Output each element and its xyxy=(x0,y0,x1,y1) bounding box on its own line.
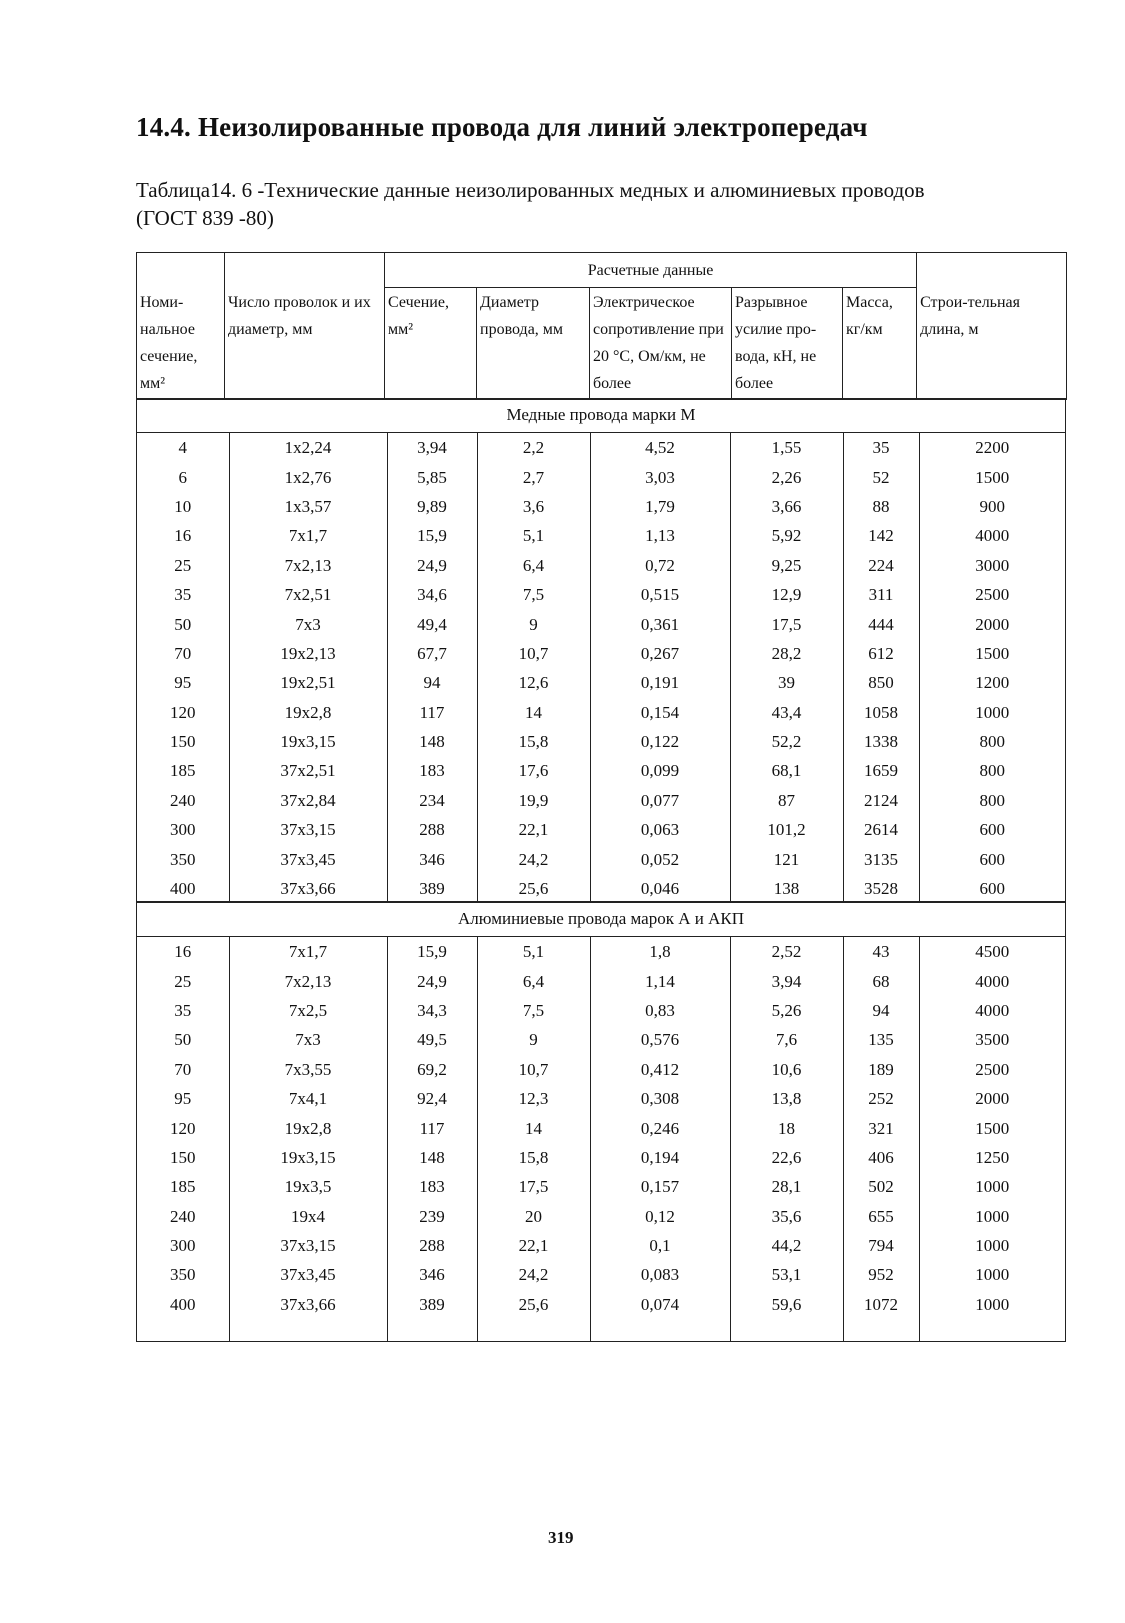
cell-resistance: 0,1 xyxy=(590,1231,730,1260)
cell-breaking-force: 22,6 xyxy=(730,1143,843,1172)
cell-diameter: 25,6 xyxy=(477,1290,590,1319)
cell-resistance: 0,194 xyxy=(590,1143,730,1172)
cell-wire-count: 7х2,13 xyxy=(229,966,387,995)
cell-resistance: 0,154 xyxy=(590,698,730,727)
cell-wire-count: 19х2,8 xyxy=(229,698,387,727)
cell-breaking-force: 7,6 xyxy=(730,1025,843,1054)
cell-section: 15,9 xyxy=(387,937,477,966)
cell-resistance: 0,157 xyxy=(590,1172,730,1201)
cell-mass: 35 xyxy=(843,433,919,462)
aluminium-table-body xyxy=(137,937,1065,1341)
cell-length: 1200 xyxy=(919,668,1065,697)
cell-diameter: 15,8 xyxy=(477,1143,590,1172)
cell-mass: 311 xyxy=(843,580,919,609)
cell-breaking-force: 2,52 xyxy=(730,937,843,966)
table-row xyxy=(137,1260,1065,1289)
table-row xyxy=(137,1113,1065,1142)
aluminium-table xyxy=(136,936,1066,1342)
cell-nominal-section: 350 xyxy=(170,1265,196,1285)
cell-diameter: 10,7 xyxy=(477,639,590,668)
cell-section: 117 xyxy=(387,1113,477,1142)
table-row xyxy=(137,815,1065,844)
table-row xyxy=(137,1055,1065,1084)
cell-mass: 52 xyxy=(843,462,919,491)
cell-mass: 189 xyxy=(843,1055,919,1084)
table-caption-line-2: (ГОСТ 839 -80) xyxy=(136,206,274,230)
table-header xyxy=(136,252,1067,400)
cell-diameter: 22,1 xyxy=(477,1231,590,1260)
cell-diameter: 14 xyxy=(477,1113,590,1142)
cell-diameter: 6,4 xyxy=(477,551,590,580)
cell-resistance: 1,79 xyxy=(590,492,730,521)
table-row xyxy=(137,609,1065,638)
table-row xyxy=(137,786,1065,815)
cell-section: 239 xyxy=(387,1202,477,1231)
cell-wire-count: 19х3,15 xyxy=(229,727,387,756)
cell-nominal-section: 150 xyxy=(170,1147,196,1167)
cell-breaking-force: 5,92 xyxy=(730,521,843,550)
section-title-copper: Медные провода марки М xyxy=(136,398,1066,432)
page-number: 319 xyxy=(548,1528,574,1547)
filler-cell xyxy=(387,1319,477,1341)
cell-wire-count: 7х4,1 xyxy=(229,1084,387,1113)
cell-mass: 612 xyxy=(843,639,919,668)
cell-breaking-force: 68,1 xyxy=(730,756,843,785)
cell-length: 4500 xyxy=(919,937,1065,966)
cell-nominal-section: 70 xyxy=(174,1059,192,1079)
cell-breaking-force: 44,2 xyxy=(730,1231,843,1260)
cell-mass: 952 xyxy=(843,1260,919,1289)
cell-diameter: 2,7 xyxy=(477,462,590,491)
cell-diameter: 19,9 xyxy=(477,786,590,815)
cell-section: 389 xyxy=(387,1290,477,1319)
cell-section: 389 xyxy=(387,874,477,903)
cell-length: 1000 xyxy=(919,1260,1065,1289)
cell-length: 1500 xyxy=(919,639,1065,668)
table-row xyxy=(137,698,1065,727)
cell-section: 183 xyxy=(387,1172,477,1201)
cell-wire-count: 37х3,45 xyxy=(229,844,387,873)
cell-wire-count: 37х3,15 xyxy=(229,1231,387,1260)
cell-resistance: 0,412 xyxy=(590,1055,730,1084)
cell-length: 4000 xyxy=(919,521,1065,550)
cell-breaking-force: 17,5 xyxy=(730,609,843,638)
header-blank-left-2 xyxy=(225,253,385,288)
table-row xyxy=(137,580,1065,609)
filler-cell xyxy=(730,1319,843,1341)
cell-diameter: 5,1 xyxy=(477,937,590,966)
cell-nominal-section: 70 xyxy=(174,643,192,663)
cell-length: 900 xyxy=(919,492,1065,521)
cell-diameter: 9 xyxy=(477,609,590,638)
cell-length: 1500 xyxy=(919,462,1065,491)
cell-section: 346 xyxy=(387,844,477,873)
cell-section: 67,7 xyxy=(387,639,477,668)
cell-section: 346 xyxy=(387,1260,477,1289)
cell-resistance: 0,72 xyxy=(590,551,730,580)
cell-diameter: 24,2 xyxy=(477,1260,590,1289)
cell-resistance: 0,099 xyxy=(590,756,730,785)
cell-resistance: 0,308 xyxy=(590,1084,730,1113)
table-row xyxy=(137,756,1065,785)
cell-mass: 1058 xyxy=(843,698,919,727)
cell-section: 148 xyxy=(387,727,477,756)
cell-diameter: 15,8 xyxy=(477,727,590,756)
cell-mass: 3135 xyxy=(843,844,919,873)
cell-resistance: 0,576 xyxy=(590,1025,730,1054)
cell-diameter: 14 xyxy=(477,698,590,727)
cell-section: 49,4 xyxy=(387,609,477,638)
cell-wire-count: 37х3,45 xyxy=(229,1260,387,1289)
cell-nominal-section: 50 xyxy=(174,1030,192,1050)
cell-section: 234 xyxy=(387,786,477,815)
cell-length: 1000 xyxy=(919,1202,1065,1231)
cell-length: 4000 xyxy=(919,966,1065,995)
filler-cell xyxy=(477,1319,590,1341)
cell-diameter: 7,5 xyxy=(477,580,590,609)
cell-length: 3000 xyxy=(919,551,1065,580)
table-row xyxy=(137,996,1065,1025)
cell-mass: 850 xyxy=(843,668,919,697)
col-header-mass: Масса, кг/км xyxy=(843,288,917,400)
cell-breaking-force: 2,26 xyxy=(730,462,843,491)
cell-mass: 321 xyxy=(843,1113,919,1142)
cell-diameter: 10,7 xyxy=(477,1055,590,1084)
copper-table-body xyxy=(137,433,1065,903)
cell-wire-count: 7х1,7 xyxy=(229,521,387,550)
cell-resistance: 4,52 xyxy=(590,433,730,462)
table-row xyxy=(137,1231,1065,1260)
cell-resistance: 0,083 xyxy=(590,1260,730,1289)
cell-breaking-force: 43,4 xyxy=(730,698,843,727)
cell-mass: 142 xyxy=(843,521,919,550)
cell-length: 4000 xyxy=(919,996,1065,1025)
cell-wire-count: 37х3,66 xyxy=(229,1290,387,1319)
cell-breaking-force: 18 xyxy=(730,1113,843,1142)
cell-diameter: 17,5 xyxy=(477,1172,590,1201)
cell-length: 2000 xyxy=(919,1084,1065,1113)
cell-nominal-section: 150 xyxy=(170,732,196,752)
cell-length: 1000 xyxy=(919,698,1065,727)
col-header-diameter: Диаметр провода, мм xyxy=(477,288,590,400)
cell-mass: 1659 xyxy=(843,756,919,785)
cell-nominal-section: 10 xyxy=(174,496,192,516)
cell-section: 15,9 xyxy=(387,521,477,550)
cell-mass: 135 xyxy=(843,1025,919,1054)
cell-resistance: 1,13 xyxy=(590,521,730,550)
table-row xyxy=(137,937,1065,966)
table-row xyxy=(137,1084,1065,1113)
cell-length: 800 xyxy=(919,756,1065,785)
cell-nominal-section: 120 xyxy=(170,702,196,722)
cell-length: 1000 xyxy=(919,1231,1065,1260)
cell-wire-count: 19х3,5 xyxy=(229,1172,387,1201)
cell-nominal-section: 16 xyxy=(174,942,192,962)
col-header-resistance: Электрическое сопротивление при 20 °С, Ом/км, не более xyxy=(590,288,732,400)
filler-cell xyxy=(229,1319,387,1341)
cell-resistance: 0,515 xyxy=(590,580,730,609)
header-blank-right xyxy=(917,253,1067,288)
cell-mass: 2124 xyxy=(843,786,919,815)
cell-mass: 1072 xyxy=(843,1290,919,1319)
cell-nominal-section: 50 xyxy=(174,614,192,634)
cell-mass: 1338 xyxy=(843,727,919,756)
col-header-wire-count: Число проволок и их диаметр, мм xyxy=(225,288,385,400)
cell-mass: 502 xyxy=(843,1172,919,1201)
cell-section: 24,9 xyxy=(387,551,477,580)
cell-breaking-force: 121 xyxy=(730,844,843,873)
cell-breaking-force: 101,2 xyxy=(730,815,843,844)
cell-resistance: 1,14 xyxy=(590,966,730,995)
cell-mass: 2614 xyxy=(843,815,919,844)
cell-mass: 88 xyxy=(843,492,919,521)
cell-nominal-section: 240 xyxy=(170,1206,196,1226)
table-row xyxy=(137,966,1065,995)
filler-cell xyxy=(919,1319,1065,1341)
cell-resistance: 1,8 xyxy=(590,937,730,966)
cell-length: 600 xyxy=(919,874,1065,903)
cell-resistance: 0,83 xyxy=(590,996,730,1025)
cell-nominal-section: 95 xyxy=(174,1089,192,1109)
cell-wire-count: 1х2,76 xyxy=(229,462,387,491)
cell-mass: 252 xyxy=(843,1084,919,1113)
cell-diameter: 12,6 xyxy=(477,668,590,697)
cell-resistance: 0,077 xyxy=(590,786,730,815)
cell-breaking-force: 10,6 xyxy=(730,1055,843,1084)
cell-section: 34,6 xyxy=(387,580,477,609)
cell-breaking-force: 1,55 xyxy=(730,433,843,462)
cell-resistance: 3,03 xyxy=(590,462,730,491)
table-row xyxy=(137,639,1065,668)
cell-section: 34,3 xyxy=(387,996,477,1025)
table-row xyxy=(137,668,1065,697)
cell-section: 288 xyxy=(387,815,477,844)
cell-mass: 43 xyxy=(843,937,919,966)
cell-wire-count: 7х3 xyxy=(229,1025,387,1054)
cell-breaking-force: 35,6 xyxy=(730,1202,843,1231)
cell-resistance: 0,074 xyxy=(590,1290,730,1319)
cell-length: 1250 xyxy=(919,1143,1065,1172)
cell-resistance: 0,246 xyxy=(590,1113,730,1142)
cell-breaking-force: 39 xyxy=(730,668,843,697)
cell-mass: 94 xyxy=(843,996,919,1025)
cell-resistance: 0,12 xyxy=(590,1202,730,1231)
cell-length: 2500 xyxy=(919,580,1065,609)
cell-breaking-force: 12,9 xyxy=(730,580,843,609)
cell-diameter: 9 xyxy=(477,1025,590,1054)
table-row xyxy=(137,551,1065,580)
cell-section: 117 xyxy=(387,698,477,727)
cell-length: 800 xyxy=(919,727,1065,756)
cell-nominal-section: 185 xyxy=(170,761,196,781)
table-row xyxy=(137,1025,1065,1054)
cell-diameter: 2,2 xyxy=(477,433,590,462)
cell-nominal-section: 25 xyxy=(174,971,192,991)
cell-nominal-section: 240 xyxy=(170,790,196,810)
cell-mass: 794 xyxy=(843,1231,919,1260)
cell-diameter: 7,5 xyxy=(477,996,590,1025)
table-caption xyxy=(136,176,1066,232)
cell-diameter: 12,3 xyxy=(477,1084,590,1113)
cell-mass: 406 xyxy=(843,1143,919,1172)
cell-resistance: 0,063 xyxy=(590,815,730,844)
filler-cell xyxy=(590,1319,730,1341)
cell-section: 3,94 xyxy=(387,433,477,462)
cell-nominal-section: 95 xyxy=(174,673,192,693)
table-row xyxy=(137,433,1065,462)
cell-mass: 655 xyxy=(843,1202,919,1231)
col-header-breaking-force: Разрывное усилие про-вода, кН, не более xyxy=(732,288,843,400)
cell-wire-count: 37х2,84 xyxy=(229,786,387,815)
cell-breaking-force: 52,2 xyxy=(730,727,843,756)
cell-section: 24,9 xyxy=(387,966,477,995)
cell-nominal-section: 4 xyxy=(178,438,187,458)
filler-cell xyxy=(843,1319,919,1341)
cell-resistance: 0,361 xyxy=(590,609,730,638)
section-heading: 14.4. Неизолированные провода для линий электропередач xyxy=(136,112,868,142)
cell-nominal-section: 185 xyxy=(170,1177,196,1197)
cell-length: 1000 xyxy=(919,1172,1065,1201)
cell-breaking-force: 9,25 xyxy=(730,551,843,580)
cell-wire-count: 37х3,15 xyxy=(229,815,387,844)
col-header-section: Сечение, мм² xyxy=(385,288,477,400)
header-blank-left xyxy=(137,253,225,288)
cell-resistance: 0,122 xyxy=(590,727,730,756)
cell-diameter: 6,4 xyxy=(477,966,590,995)
cell-section: 49,5 xyxy=(387,1025,477,1054)
cell-length: 1000 xyxy=(919,1290,1065,1319)
table-filler-row xyxy=(137,1319,1065,1341)
cell-diameter: 25,6 xyxy=(477,874,590,903)
cell-wire-count: 7х1,7 xyxy=(229,937,387,966)
cell-length: 800 xyxy=(919,786,1065,815)
cell-wire-count: 19х2,13 xyxy=(229,639,387,668)
cell-diameter: 22,1 xyxy=(477,815,590,844)
cell-breaking-force: 5,26 xyxy=(730,996,843,1025)
cell-wire-count: 7х2,5 xyxy=(229,996,387,1025)
cell-length: 3500 xyxy=(919,1025,1065,1054)
cell-nominal-section: 400 xyxy=(170,1294,196,1314)
col-header-length: Строи-тельная длина, м xyxy=(917,288,1067,400)
cell-length: 600 xyxy=(919,844,1065,873)
table-row xyxy=(137,874,1065,903)
table-row xyxy=(137,462,1065,491)
cell-section: 148 xyxy=(387,1143,477,1172)
cell-mass: 3528 xyxy=(843,874,919,903)
cell-resistance: 0,267 xyxy=(590,639,730,668)
cell-nominal-section: 400 xyxy=(170,879,196,899)
cell-wire-count: 7х3,55 xyxy=(229,1055,387,1084)
table-row xyxy=(137,521,1065,550)
cell-section: 288 xyxy=(387,1231,477,1260)
cell-breaking-force: 28,1 xyxy=(730,1172,843,1201)
table-row xyxy=(137,1290,1065,1319)
table-row xyxy=(137,844,1065,873)
header-group-calculated: Расчетные данные xyxy=(385,253,917,288)
cell-wire-count: 37х2,51 xyxy=(229,756,387,785)
cell-resistance: 0,052 xyxy=(590,844,730,873)
cell-section: 9,89 xyxy=(387,492,477,521)
copper-table xyxy=(136,432,1066,902)
cell-section: 69,2 xyxy=(387,1055,477,1084)
cell-wire-count: 1х3,57 xyxy=(229,492,387,521)
section-title-aluminium: Алюминиевые провода марок А и АКП xyxy=(136,902,1066,936)
cell-nominal-section: 35 xyxy=(174,1000,192,1020)
cell-wire-count: 7х2,51 xyxy=(229,580,387,609)
table-row xyxy=(137,1202,1065,1231)
cell-nominal-section: 6 xyxy=(178,467,187,487)
cell-wire-count: 19х4 xyxy=(229,1202,387,1231)
table-caption-line-1: Таблица14. 6 -Технические данные неизолированных медных и алюминиевых проводов xyxy=(136,178,925,202)
cell-wire-count: 19х2,51 xyxy=(229,668,387,697)
cell-wire-count: 19х3,15 xyxy=(229,1143,387,1172)
cell-mass: 68 xyxy=(843,966,919,995)
cell-length: 600 xyxy=(919,815,1065,844)
cell-breaking-force: 59,6 xyxy=(730,1290,843,1319)
cell-diameter: 20 xyxy=(477,1202,590,1231)
cell-wire-count: 37х3,66 xyxy=(229,874,387,903)
cell-section: 92,4 xyxy=(387,1084,477,1113)
table-row xyxy=(137,492,1065,521)
cell-nominal-section: 16 xyxy=(174,526,192,546)
cell-length: 2500 xyxy=(919,1055,1065,1084)
cell-nominal-section: 35 xyxy=(174,585,192,605)
cell-nominal-section: 120 xyxy=(170,1118,196,1138)
table-row xyxy=(137,1143,1065,1172)
cell-breaking-force: 3,94 xyxy=(730,966,843,995)
cell-diameter: 17,6 xyxy=(477,756,590,785)
table-row xyxy=(137,727,1065,756)
cell-nominal-section: 350 xyxy=(170,849,196,869)
cell-breaking-force: 87 xyxy=(730,786,843,815)
cell-breaking-force: 138 xyxy=(730,874,843,903)
cell-length: 2200 xyxy=(919,433,1065,462)
cell-diameter: 3,6 xyxy=(477,492,590,521)
cell-breaking-force: 13,8 xyxy=(730,1084,843,1113)
cell-length: 1500 xyxy=(919,1113,1065,1142)
cell-mass: 224 xyxy=(843,551,919,580)
cell-nominal-section: 25 xyxy=(174,555,192,575)
cell-nominal-section: 300 xyxy=(170,1236,196,1256)
cell-nominal-section: 300 xyxy=(170,820,196,840)
cell-diameter: 5,1 xyxy=(477,521,590,550)
filler-cell xyxy=(137,1319,229,1341)
col-header-nominal-section: Номи-нальное сечение, мм² xyxy=(137,288,225,400)
cell-section: 183 xyxy=(387,756,477,785)
cell-section: 94 xyxy=(387,668,477,697)
cell-wire-count: 7х3 xyxy=(229,609,387,638)
cell-breaking-force: 53,1 xyxy=(730,1260,843,1289)
cell-wire-count: 7х2,13 xyxy=(229,551,387,580)
cell-length: 2000 xyxy=(919,609,1065,638)
table-row xyxy=(137,1172,1065,1201)
cell-wire-count: 1х2,24 xyxy=(229,433,387,462)
cell-mass: 444 xyxy=(843,609,919,638)
cell-diameter: 24,2 xyxy=(477,844,590,873)
cell-breaking-force: 28,2 xyxy=(730,639,843,668)
cell-resistance: 0,046 xyxy=(590,874,730,903)
cell-breaking-force: 3,66 xyxy=(730,492,843,521)
cell-resistance: 0,191 xyxy=(590,668,730,697)
cell-wire-count: 19х2,8 xyxy=(229,1113,387,1142)
cell-section: 5,85 xyxy=(387,462,477,491)
